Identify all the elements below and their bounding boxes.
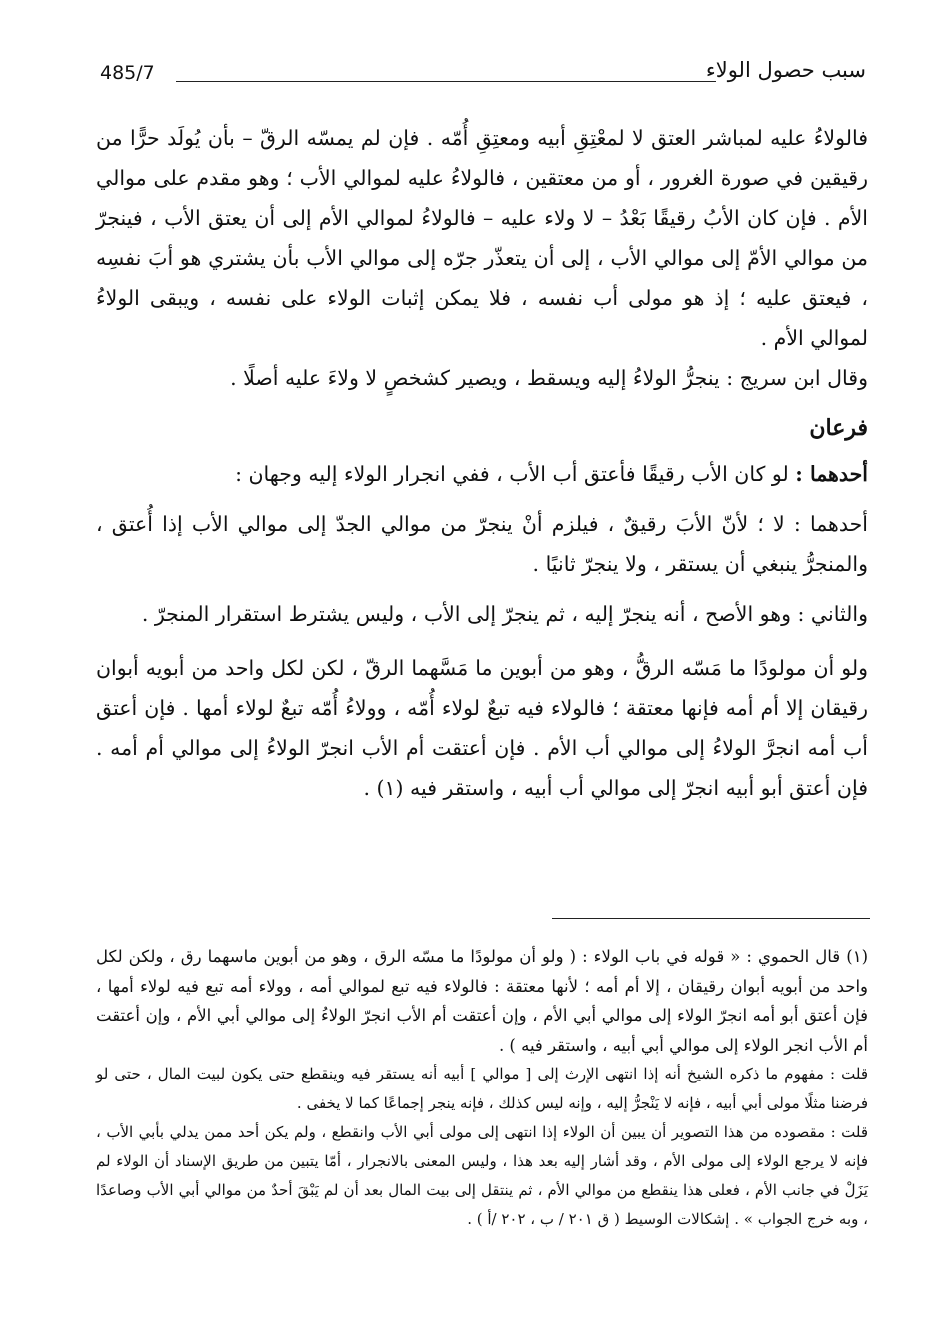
footnote-comment-2: قلت : مقصوده من هذا التصوير أن يبين أن الولاء إذا انتهى إلى مولى أبي الأب وانقطع ، ولم يكن أحد ممن يدلي بأبي الأب ، فإنه لا يرجع الولاء إلى مولى الأم ، وقد أشار إليه بعد هذا ، وليس المعنى بالانجرار ، أمّا يتبين من طريق الإسناد أن الولاء لم يَزَلْ في جانب الأم ، فعلى هذا ينقطع من موالي الأم ، ثم ينتقل إلى بيت المال بعد أن لم يَبْقَ أحدٌ من موالي أبي الأب وصاعدًا ، وبه خرج الجواب » . إشكالات الوسيط ( ق ٢٠١ / ب ، ٢٠٢ /أ ) . xyxy=(96,1123,868,1228)
first-opinion: أحدهما : لا ؛ لأنّ الأبَ رقيقٌ ، فيلزم أنْ ينجرّ من موالي الجدّ إلى موالي الأب إذا أُعتق ، والمنجرُّ ينبغي أن يستقر ، ولا ينجرّ ثانيًا . xyxy=(96,512,868,576)
main-text xyxy=(96,118,868,808)
paragraph-2: وقال ابن سريج : ينجرُّ الولاءُ إليه ويسقط ، ويصير كشخصٍ لا ولاءَ عليه أصلًا . xyxy=(230,366,868,390)
first-branch-text: لو كان الأب رقيقًا فأعتق أب الأب ، ففي انجرار الولاء إليه وجهان : xyxy=(235,462,796,486)
running-title: سبب حصول الولاء xyxy=(705,58,866,82)
second-opinion: والثاني : وهو الأصح ، أنه ينجرّ إليه ، ثم ينجرّ إلى الأب ، وليس يشترط استقرار المنجرّ . xyxy=(141,602,868,626)
spacer xyxy=(96,584,868,594)
page-header xyxy=(96,52,866,92)
paragraph-1: فالولاءُ عليه لمباشر العتق لا لمعْتِقِ أبيه ومعتِقِ أُمّه . فإن لم يمسّه الرقّ – بأن يُولَد حرًّا من رقيقين في صورة الغرور ، أو من معتقين ، فالولاءُ عليه لموالي الأب ؛ وهو مقدم على موالي الأم . فإن كان الأبُ رقيقًا بَعْدُ – لا ولاء عليه – فالولاءُ لموالي الأم إلى أن يعتق الأب ، فينجرّ من موالي الأمّ إلى موالي الأب ، إلى أن يتعذّر جرّه إلى موالي الأب بأن يشتري هو أبَ نفسِه ، فيعتق عليه ؛ إذ هو مولى أب نفسه ، فلا يمكن إثبات الولاء على نفسه ، ويبقى الولاءُ لموالي الأم . xyxy=(96,126,868,350)
first-branch-lead: أحدهما : xyxy=(795,462,868,486)
paragraph-3: ولو أن مولودًا ما مَسّه الرقُّ ، وهو من أبوين ما مَسَّهما الرقّ ، لكن لكل واحد من أبويه أبوان رقيقان إلا أم أمه فإنها معتقة ؛ فالولاء فيه تبعٌ لولاء أُمّه ، وولاءُ أُمّه تبعٌ لولاء أمها . فإن أعتق أب أمه انجرَّ الولاءُ إلى موالي أب الأم . فإن أعتقت أم الأب انجرّ الولاءُ إلى موالي أم أمه . فإن أعتق أبو أبيه انجرّ إلى موالي أب أبيه ، واستقر فيه (١) . xyxy=(96,656,868,800)
footnote-comment-1: قلت : مفهوم ما ذكره الشيخ أنه إذا انتهى الإرث إلى [ موالي ] أبيه أنه يستقر فيه وينقطع حتى يكون لبيت المال ، حتى لو فرضنا مثلًا مولى أبي أبيه ، فإنه لا يَنْجرُّ إليه ، وإنه ليس كذلك ، فإنه ينجر إجماعًا كما لا يخفى . xyxy=(96,1065,868,1112)
footnote-1: (١) قال الحموي : « قوله في باب الولاء : ( ولو أن مولودًا ما مسّه الرق ، وهو من أبوين ماسهما رق ، ولكن لكل واحد من أبويه أبوان رقيقان ، إلا أم أمه ؛ لأنها معتقة : فالولاء فيه تبع لموالي أمه ، وولاء أمه تبع فيه لولاء أمها ، فإن أعتق أبو أمه انجرّ الولاء إلى موالي أبي الأم ، وإن أعتقت أم الأب انجرّ الولاءُ إلى موالي أبي الأم ، وإن أعتقت أم الأب انجر الولاء إلى موالي أبي أبيه ، واستقر فيه ) . xyxy=(96,947,868,1055)
spacer xyxy=(96,634,868,648)
first-branch xyxy=(96,454,868,494)
header-rule xyxy=(176,81,716,82)
section-heading: فرعان xyxy=(809,415,868,441)
page-number: 485/7 xyxy=(100,62,155,84)
footnote-rule xyxy=(552,918,870,919)
footnotes xyxy=(96,942,868,1234)
spacer xyxy=(96,494,868,504)
